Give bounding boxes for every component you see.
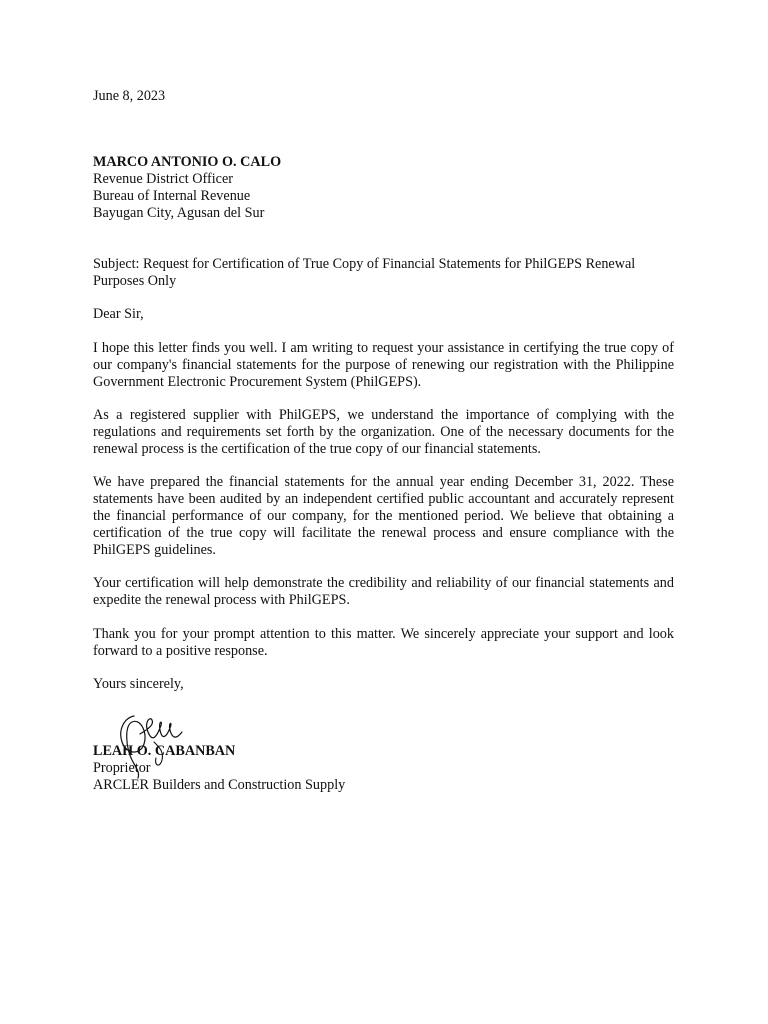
recipient-block [93,154,674,222]
recipient-name: MARCO ANTONIO O. CALO [93,154,282,170]
letter-closing: Yours sincerely, [93,676,184,692]
letter-salutation: Dear Sir, [93,306,144,322]
recipient-office: Bureau of Internal Revenue [93,188,251,204]
body-paragraph: We have prepared the financial statements for the annual year ending December 31, 2022. These statements have been audited by an independent certified public accountant and accurately represent the financial performance of our company, for the mentioned period. We believe that obtaining a certification of the true copy will facilitate the renewal process and ensure compliance with the PhilGEPS guidelines. [93,474,674,558]
signer-title: Proprietor [93,760,151,776]
signer-company: ARCLER Builders and Construction Supply [93,777,346,793]
letter-date: June 8, 2023 [93,88,166,104]
letter-subject: Subject: Request for Certification of True Copy of Financial Statements for PhilGEPS Renewal Purposes Only [93,256,636,289]
recipient-title: Revenue District Officer [93,171,233,187]
body-paragraph: Thank you for your prompt attention to this matter. We sincerely appreciate your support and look forward to a positive response. [93,626,674,659]
body-paragraph: As a registered supplier with PhilGEPS, we understand the importance of complying with the regulations and requirements set forth by the organization. One of the necessary documents for the renewal process is the certification of the true copy of our financial statements. [93,407,674,457]
recipient-address: Bayugan City, Agusan del Sur [93,205,265,221]
handwritten-signature-icon [110,708,192,780]
body-paragraph: Your certification will help demonstrate the credibility and reliability of our financial statements and expedite the renewal process with PhilGEPS. [93,575,674,608]
body-paragraph: I hope this letter finds you well. I am writing to request your assistance in certifying the true copy of our company's financial statements for the purpose of renewing our registration with the Philippine Government Electronic Procurement System (PhilGEPS). [93,340,674,390]
signer-name: LEAH O. CABANBAN [93,743,236,759]
